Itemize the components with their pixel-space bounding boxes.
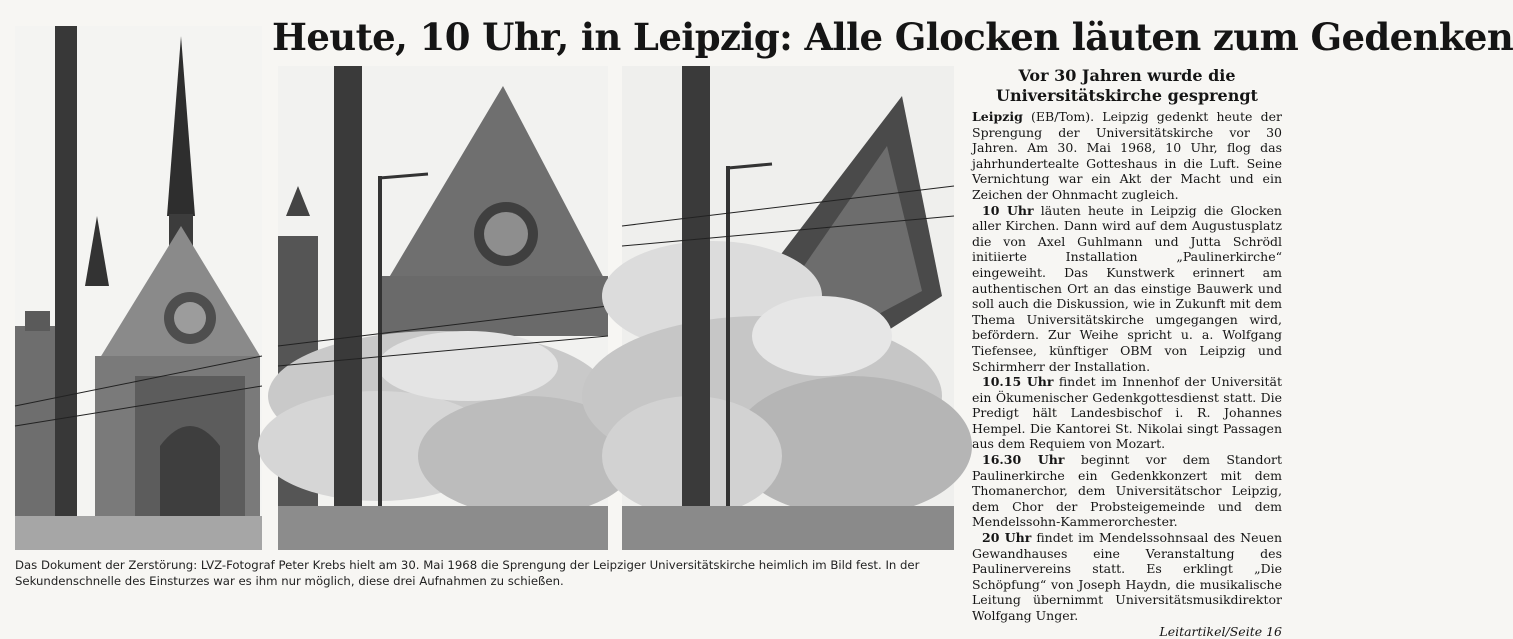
article-paragraph-intro: Leipzig (EB/Tom). Leipzig gedenkt heute der Sprengung der Universitätskirche vor 30 Jahren. Am 30. Mai 1968, 10 Uhr, flog das jahrhundertealte Gotteshaus in die Luft. Seine Vernichtung war ein Akt der Macht und ein Zeichen der Ohnmacht zugleich. (972, 109, 1282, 202)
subheadline-line-1: Vor 30 Jahren wurde die (1018, 66, 1236, 85)
photo-church-explosion (278, 66, 608, 550)
time-label: 10.15 Uhr (982, 374, 1054, 390)
headline: Heute, 10 Uhr, in Leipzig: Alle Glocken läuten zum Gedenken (272, 15, 1513, 59)
article-body (972, 109, 1282, 639)
dateline: Leipzig (972, 109, 1023, 124)
time-label: 10 Uhr (982, 202, 1034, 218)
article-paragraph-20-uhr: 20 Uhr findet im Mendelssohnsaal des Neuen Gewandhauses eine Veranstaltung des Paulinervereins statt. Es erklingt „Die Schöpfung“ von Joseph Haydn, die musikalische Leitung übernimmt Universitätsmusikdirektor Wolfgang Unger. Leitartikel/Seite 16 (972, 530, 1283, 639)
article-paragraph-1015-uhr: 10.15 Uhr findet im Innenhof der Universität ein Ökumenischer Gedenkgottesdienst statt. Die Predigt hält Landesbischof i. R. Johannes Hempel. Die Kantorei St. Nikolai singt Passagen aus dem Requiem von Mozart. (972, 374, 1282, 452)
page-reference: Leitartikel/Seite 16 (1159, 623, 1282, 639)
photo-caption: Das Dokument der Zerstörung: LVZ-Fotograf Peter Krebs hielt am 30. Mai 1968 die Sprengung der Leipziger Universitätskirche heimlich im Bild fest. In der Sekundenschnelle des Einsturzes war es ihm nur möglich, diese drei Aufnahmen zu schießen. (15, 558, 920, 588)
photo-church-collapse (622, 66, 954, 550)
photo-church-intact (15, 26, 262, 550)
time-label: 20 Uhr (982, 530, 1032, 546)
time-label: 16.30 Uhr (982, 452, 1065, 468)
article-paragraph-1630-uhr: 16.30 Uhr beginnt vor dem Standort Paulinerkirche ein Gedenkkonzert mit dem Thomanerchor, dem Universitätschor Leipzig, dem Chor der Probsteigemeinde und dem Mendelssohn-Kammerorchester. (972, 452, 1282, 530)
article-paragraph-10-uhr: 10 Uhr läuten heute in Leipzig die Glocken aller Kirchen. Dann wird auf dem Augustusplatz die von Axel Guhlmann und Jutta Schrödl initiierte Installation „Paulinerkirche“ eingeweiht. Das Kunstwerk erinnert am authentischen Ort an das einstige Bauwerk und soll auch die Diskussion, wie in Zukunft mit dem Thema Universitätskirche umgegangen wird, befördern. Zur Weihe spricht u. a. Wolfgang Tiefensee, künftiger OBM von Leipzig und Schirmherr der Installation. (972, 202, 1282, 374)
subheadline-line-2: Universitätskirche gesprengt (996, 86, 1258, 105)
subheadline (968, 66, 1286, 106)
